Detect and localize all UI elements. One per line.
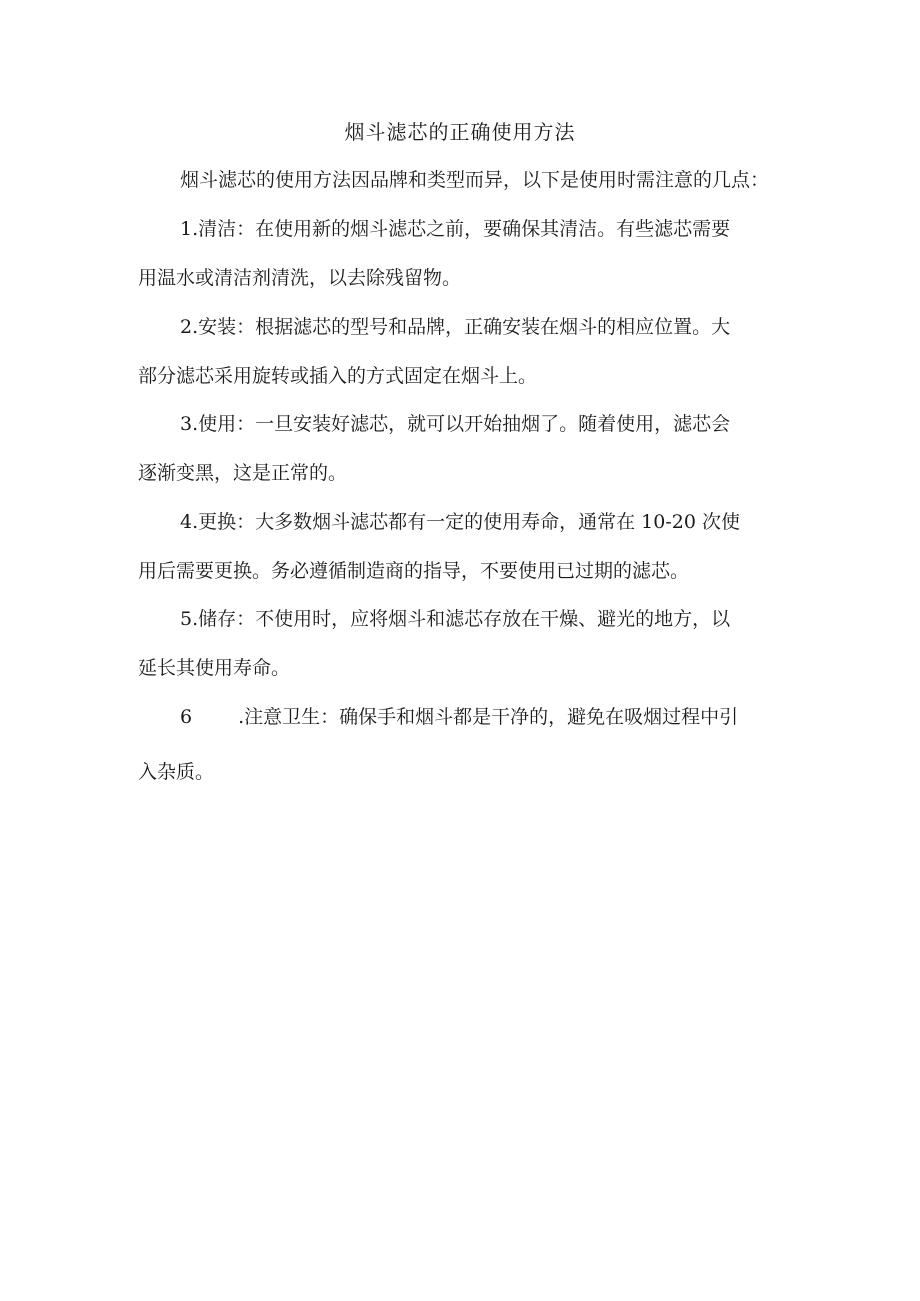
item-number: 4 — [180, 511, 193, 533]
item-text: 更换：大多数烟斗滤芯都有一定的使用寿命，通常在 10-20 次使 — [198, 511, 740, 533]
list-item-line — [138, 508, 786, 536]
item-separator: . — [192, 511, 199, 533]
list-item-6 — [138, 703, 786, 786]
list-item-line: 用后需要更换。务必遵循制造商的指导，不要使用已过期的滤芯。 — [138, 560, 690, 582]
list-item-1 — [138, 215, 786, 292]
list-item-line — [138, 703, 786, 731]
item-separator: . — [192, 413, 199, 435]
item-separator: . — [192, 218, 199, 240]
list-item-line — [138, 605, 786, 633]
item-number: 1 — [180, 218, 193, 240]
list-item-line — [138, 215, 786, 243]
list-item-line: 逐渐变黑，这是正常的。 — [138, 462, 348, 484]
intro-paragraph: 烟斗滤芯的使用方法因品牌和类型而异，以下是使用时需注意的几点： — [180, 169, 770, 191]
list-item-4 — [138, 508, 786, 585]
list-item-2 — [138, 313, 786, 390]
item-separator: . — [192, 608, 199, 630]
item-text: 清洁：在使用新的烟斗滤芯之前，要确保其清洁。有些滤芯需要 — [198, 218, 731, 240]
item-number: 2 — [180, 316, 193, 338]
list-item-line — [138, 313, 786, 341]
item-text: 安装：根据滤芯的型号和品牌，正确安装在烟斗的相应位置。大 — [198, 316, 731, 338]
item-separator: . — [238, 706, 245, 728]
item-text: 储存：不使用时，应将烟斗和滤芯存放在干燥、避光的地方，以 — [198, 608, 731, 630]
list-item-3 — [138, 410, 786, 487]
document-title: 烟斗滤芯的正确使用方法 — [344, 120, 576, 144]
list-item-5 — [138, 605, 786, 682]
list-item-line: 入杂质。 — [138, 761, 215, 783]
item-text: 使用：一旦安装好滤芯，就可以开始抽烟了。随着使用，滤芯会 — [198, 413, 731, 435]
item-number: 5 — [180, 608, 193, 630]
item-number: 3 — [180, 413, 193, 435]
item-text: 注意卫生：确保手和烟斗都是干净的，避免在吸烟过程中引 — [244, 706, 739, 728]
item-separator: . — [192, 316, 199, 338]
list-item-line: 用温水或清洁剂清洗，以去除残留物。 — [138, 267, 462, 289]
list-item-line: 部分滤芯采用旋转或插入的方式固定在烟斗上。 — [138, 365, 538, 387]
list-item-line — [138, 410, 786, 438]
list-item-line: 延长其使用寿命。 — [138, 657, 291, 679]
item-number: 6 — [180, 706, 193, 728]
